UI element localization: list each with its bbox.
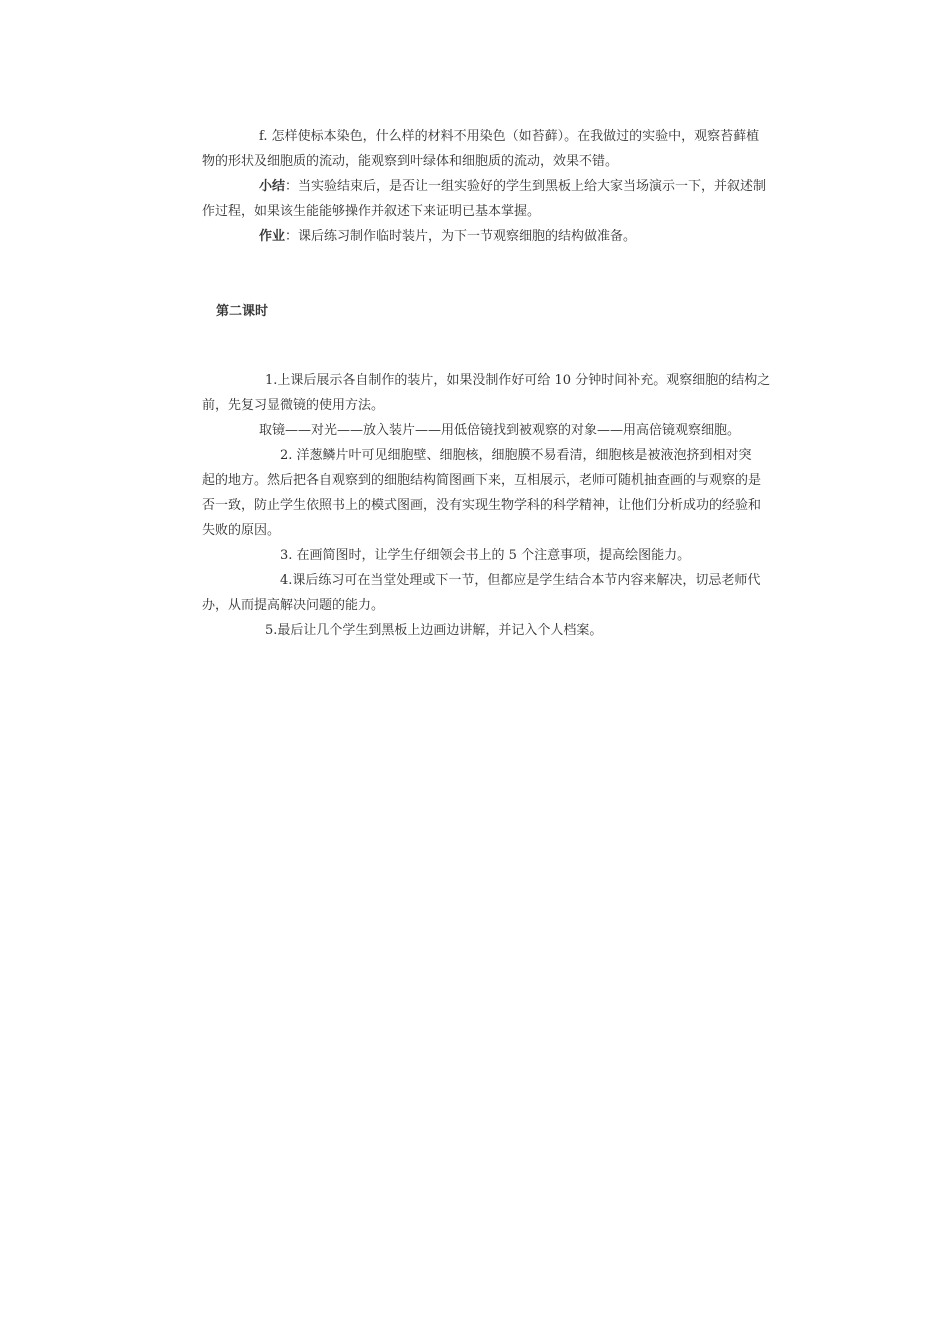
summary-text: ：当实验结束后，是否让一组实验好的学生到黑板上给大家当场演示一下，并叙述制 <box>285 179 767 194</box>
paragraph-f-line-1: f. 怎样使标本染色，什么样的材料不用染色（如苔藓）。在我做过的实验中，观察苔藓植 <box>259 129 760 144</box>
item-5: 5.最后让几个学生到黑板上边画边讲解，并记入个人档案。 <box>265 623 603 638</box>
procedure-steps: 取镜——对光——放入装片——用低倍镜找到被观察的对象——用高倍镜观察细胞。 <box>259 423 741 438</box>
item-2-line-1: 2. 洋葱鳞片叶可见细胞壁、细胞核，细胞膜不易看清，细胞核是被液泡挤到相对突 <box>280 448 752 463</box>
item-2-line-4: 失败的原因。 <box>202 523 281 538</box>
item-4-line-1: 4.课后练习可在当堂处理或下一节，但都应是学生结合本节内容来解决，切忌老师代 <box>280 573 761 588</box>
homework-label: 作业 <box>259 229 286 244</box>
homework-paragraph <box>259 228 636 246</box>
section-title: 第二课时 <box>216 304 269 319</box>
paragraph-f-line-2: 物的形状及细胞质的流动，能观察到叶绿体和细胞质的流动，效果不错。 <box>202 154 619 169</box>
summary-paragraph-line-2: 作过程，如果该生能能够操作并叙述下来证明已基本掌握。 <box>202 204 541 219</box>
item-1-line-2: 前，先复习显微镜的使用方法。 <box>202 398 385 413</box>
item-4-line-2: 办，从而提高解决问题的能力。 <box>202 598 385 613</box>
item-2-line-2: 起的地方。然后把各自观察到的细胞结构简图画下来，互相展示，老师可随机抽查画的与观察的是 <box>202 473 762 488</box>
item-2-line-3: 否一致，防止学生依照书上的模式图画，没有实现生物学科的科学精神，让他们分析成功的经验和 <box>202 498 762 513</box>
summary-paragraph-line-1 <box>259 178 766 196</box>
item-3: 3. 在画简图时，让学生仔细领会书上的 5 个注意事项，提高绘图能力。 <box>280 548 691 563</box>
homework-text: ：课后练习制作临时装片，为下一节观察细胞的结构做准备。 <box>285 229 637 244</box>
summary-label: 小结 <box>259 179 286 194</box>
item-1-line-1: 1.上课后展示各自制作的装片，如果没制作好可给 10 分钟时间补充。观察细胞的结构之 <box>265 373 771 388</box>
